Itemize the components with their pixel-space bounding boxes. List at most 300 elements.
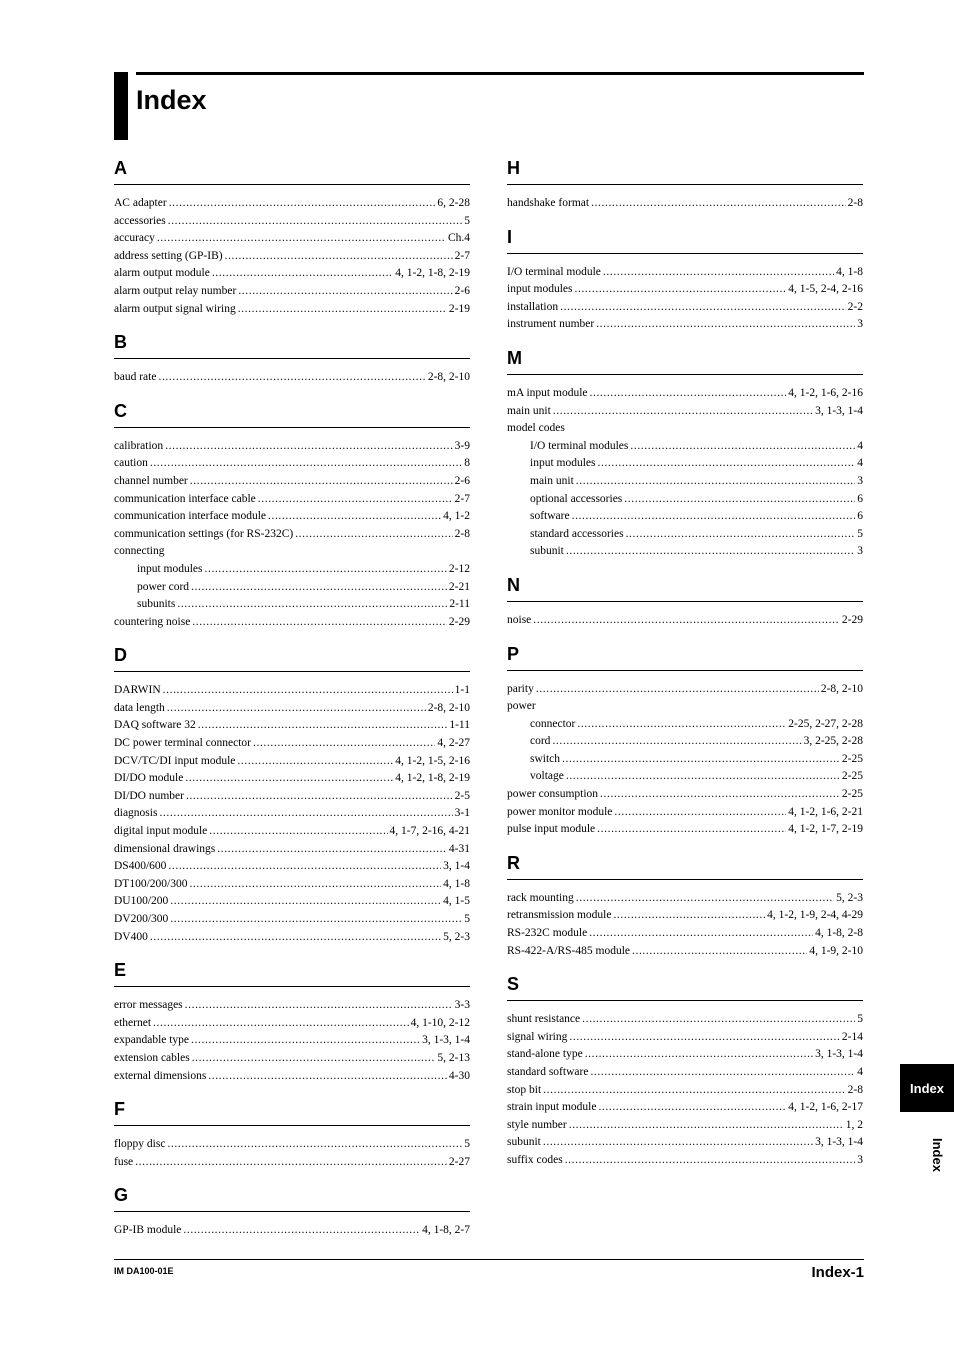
dot-leader (198, 717, 448, 735)
index-entry (114, 893, 470, 911)
dot-leader (598, 455, 856, 473)
dot-leader (191, 1032, 420, 1050)
entry-list (507, 602, 863, 640)
index-entry (507, 1082, 863, 1100)
entry-pages: 6, 2-28 (437, 197, 470, 209)
entry-term: connecting (114, 545, 165, 558)
entry-pages: 3 (857, 474, 863, 487)
index-section (114, 397, 470, 642)
index-entry (114, 682, 470, 700)
index-entry (114, 858, 470, 876)
title-marker-bar (114, 72, 128, 140)
entry-pages: 5 (464, 214, 470, 227)
dot-leader (168, 858, 441, 876)
entry-term: GP-IB module (114, 1224, 182, 1237)
dot-leader (258, 491, 453, 509)
entry-pages: 4, 1-2, 1-6, 2-21 (788, 805, 863, 818)
index-entry (114, 1050, 470, 1068)
dot-leader (576, 473, 855, 491)
section-letter: C (114, 397, 470, 428)
dot-leader (167, 700, 426, 718)
entry-term: DU100/200 (114, 895, 169, 908)
entry-term: mA input module (507, 386, 588, 399)
entry-pages: 2-25 (841, 752, 863, 765)
entry-term: I/O terminal module (507, 265, 601, 278)
dot-leader (135, 1154, 447, 1172)
entry-term: channel number (114, 474, 188, 487)
entry-pages: 2-8, 2-10 (427, 701, 470, 714)
entry-pages: 4, 1-2, 1-6, 2-16 (788, 386, 863, 399)
dot-leader (598, 1099, 786, 1117)
entry-term: data length (114, 701, 165, 714)
index-entry (507, 420, 863, 438)
page-title: Index (136, 85, 207, 115)
entry-term: power monitor module (507, 805, 613, 818)
entry-term: DC power terminal connector (114, 737, 251, 750)
entry-pages: 2-25 (841, 770, 863, 783)
dot-leader (536, 681, 819, 699)
dot-leader (150, 929, 441, 947)
dot-leader (238, 283, 452, 301)
index-entry (507, 804, 863, 822)
footer-rule (114, 1259, 864, 1260)
dot-leader (543, 1134, 813, 1152)
entry-term: standard accessories (530, 527, 624, 540)
index-section (507, 849, 863, 970)
entry-term: model codes (507, 422, 565, 435)
index-entry (507, 1099, 863, 1117)
dot-leader (552, 733, 801, 751)
index-entry (114, 735, 470, 753)
entry-term: main unit (507, 404, 551, 417)
section-letter: S (507, 970, 863, 1001)
entry-pages: 4, 1-2, 1-5, 2-16 (395, 754, 470, 767)
entry-pages: 2-27 (448, 1155, 470, 1168)
dot-leader (183, 1222, 420, 1240)
dot-leader (590, 1064, 855, 1082)
index-entry (114, 929, 470, 947)
entry-pages: 2-6 (454, 284, 470, 297)
dot-leader (569, 1029, 840, 1047)
entry-term: connector (530, 717, 576, 730)
entry-term: RS-422-A/RS-485 module (507, 944, 630, 957)
section-tab[interactable] (900, 1064, 954, 1112)
entry-pages: 3-9 (454, 439, 470, 452)
entry-pages: 5 (857, 1013, 863, 1026)
entry-term: power consumption (507, 788, 599, 801)
dot-leader (159, 805, 452, 823)
page-number: Index-1 (811, 1264, 864, 1281)
dot-leader (205, 561, 447, 579)
index-entry (114, 841, 470, 859)
entry-pages: 5 (857, 527, 863, 540)
entry-list (507, 185, 863, 223)
dot-leader (253, 735, 435, 753)
entry-pages: 8 (464, 457, 470, 470)
index-entry (114, 1222, 470, 1240)
dot-leader (158, 369, 425, 387)
dot-leader (585, 1046, 813, 1064)
index-entry (114, 614, 470, 632)
dot-leader (217, 841, 447, 859)
entry-term: baud rate (114, 371, 157, 384)
dot-leader (169, 195, 436, 213)
entry-pages: 2-25 (841, 788, 863, 801)
entry-pages: 5 (464, 1138, 470, 1151)
dot-leader (192, 614, 447, 632)
entry-term: handshake format (507, 197, 590, 209)
entry-term: pulse input module (507, 823, 596, 836)
entry-term: subunit (530, 545, 564, 558)
entry-term: alarm output module (114, 267, 210, 280)
entry-term: caution (114, 457, 148, 470)
entry-term: stand-alone type (507, 1048, 583, 1061)
index-entry (114, 770, 470, 788)
entry-term: communication interface module (114, 510, 266, 523)
dot-leader (268, 508, 441, 526)
entry-pages: 4, 1-5, 2-4, 2-16 (788, 283, 863, 296)
entry-term: digital input module (114, 825, 208, 838)
index-subentry (507, 733, 863, 751)
index-subentry (507, 716, 863, 734)
index-subentry (507, 491, 863, 509)
index-entry (114, 823, 470, 841)
dot-leader (185, 997, 453, 1015)
entry-pages: 1-1 (454, 684, 470, 697)
entry-pages: 2-2 (847, 300, 863, 313)
index-entry (114, 1154, 470, 1172)
entry-term: subunits (137, 598, 176, 611)
entry-term: switch (530, 752, 561, 765)
index-subentry (507, 455, 863, 473)
entry-list (114, 1212, 470, 1250)
entry-term: DV400 (114, 930, 148, 943)
entry-term: rack mounting (507, 891, 574, 904)
index-entry (507, 403, 863, 421)
entry-pages: 3 (857, 1153, 863, 1166)
dot-leader (560, 299, 846, 317)
dot-leader (212, 265, 393, 283)
index-entry (507, 1134, 863, 1152)
index-entry (507, 385, 863, 403)
dot-leader (295, 526, 452, 544)
dot-leader (624, 491, 855, 509)
index-subentry (114, 579, 470, 597)
entry-term: voltage (530, 770, 564, 783)
index-entry (114, 265, 470, 283)
index-subentry (114, 596, 470, 614)
entry-pages: 4, 1-8 (836, 265, 863, 278)
entry-pages: 2-29 (841, 613, 863, 626)
section-tab-label: Index (910, 1080, 944, 1096)
section-letter: M (507, 344, 863, 375)
dot-leader (613, 907, 765, 925)
index-entry (114, 526, 470, 544)
index-entry (114, 508, 470, 526)
entry-pages: 2-8 (847, 1083, 863, 1096)
entry-pages: 2-8 (454, 527, 470, 540)
index-entry (507, 907, 863, 925)
index-entry (507, 264, 863, 282)
dot-leader (163, 682, 453, 700)
entry-term: input modules (507, 283, 573, 296)
index-entry (507, 1152, 863, 1170)
entry-pages: 6 (857, 510, 863, 523)
index-subentry (507, 768, 863, 786)
index-entry (507, 1046, 863, 1064)
entry-pages: 2-8, 2-10 (427, 371, 470, 384)
index-entry (507, 1029, 863, 1047)
dot-leader (614, 804, 786, 822)
entry-term: power (507, 700, 536, 713)
index-entry (114, 301, 470, 319)
index-entry (507, 612, 863, 630)
entry-pages: 4, 1-5 (443, 895, 470, 908)
dot-leader (582, 1011, 855, 1029)
dot-leader (150, 455, 462, 473)
entry-term: signal wiring (507, 1030, 568, 1043)
entry-term: alarm output signal wiring (114, 302, 236, 315)
entry-term: I/O terminal modules (530, 439, 629, 452)
dot-leader (168, 213, 463, 231)
dot-leader (225, 248, 453, 266)
entry-pages: 3 (857, 318, 863, 331)
dot-leader (165, 438, 452, 456)
entry-pages: 4, 1-9, 2-10 (809, 944, 863, 957)
dot-leader (170, 893, 441, 911)
entry-term: diagnosis (114, 807, 158, 820)
entry-term: suffix codes (507, 1153, 563, 1166)
entry-pages: 4, 1-2, 1-6, 2-17 (788, 1101, 863, 1114)
dot-leader (209, 823, 387, 841)
index-entry (507, 1117, 863, 1135)
entry-pages: 1-11 (449, 719, 470, 732)
index-column-left (114, 154, 470, 1250)
index-section (114, 328, 470, 397)
dot-leader (562, 751, 840, 769)
entry-term: AC adapter (114, 197, 167, 209)
entry-list (114, 1126, 470, 1181)
index-subentry (507, 508, 863, 526)
document-code: IM DA100-01E (114, 1266, 174, 1276)
index-entry (507, 890, 863, 908)
entry-term: DT100/200/300 (114, 877, 188, 890)
entry-term: error messages (114, 999, 183, 1012)
index-entry (507, 281, 863, 299)
dot-leader (576, 890, 834, 908)
dot-leader (177, 596, 447, 614)
index-entry (507, 195, 863, 213)
entry-pages: 2-7 (454, 249, 470, 262)
index-subentry (507, 543, 863, 561)
entry-term: software (530, 510, 570, 523)
entry-term: standard software (507, 1066, 589, 1078)
index-entry (114, 911, 470, 929)
index-entry (114, 876, 470, 894)
entry-pages: 2-7 (454, 492, 470, 505)
entry-term: RS-232C module (507, 927, 588, 940)
dot-leader (566, 543, 855, 561)
entry-term: input modules (530, 457, 596, 470)
entry-pages: 5, 2-3 (443, 930, 470, 943)
entry-pages: 3, 1-3, 1-4 (815, 404, 863, 417)
dot-leader (596, 316, 855, 334)
entry-pages: 2-12 (448, 562, 470, 575)
dot-leader (189, 876, 441, 894)
entry-term: noise (507, 613, 532, 626)
dot-leader (600, 786, 840, 804)
entry-pages: 4 (857, 457, 863, 470)
dot-leader (237, 753, 393, 771)
entry-pages: 2-6 (454, 474, 470, 487)
entry-term: subunit (507, 1136, 541, 1149)
index-section (114, 154, 470, 328)
entry-pages: 4, 1-8, 2-8 (815, 927, 863, 940)
entry-list (114, 185, 470, 328)
index-entry (114, 455, 470, 473)
index-entry (114, 997, 470, 1015)
entry-pages: 4, 1-2, 1-9, 2-4, 4-29 (767, 909, 863, 922)
entry-term: power cord (137, 580, 190, 593)
entry-term: fuse (114, 1155, 134, 1168)
entry-pages: 4, 1-8 (443, 877, 470, 890)
section-letter: A (114, 154, 470, 185)
dot-leader (533, 612, 840, 630)
index-entry (114, 717, 470, 735)
entry-term: external dimensions (114, 1069, 207, 1082)
entry-term: countering noise (114, 615, 191, 628)
index-section (507, 344, 863, 571)
entry-list (507, 254, 863, 344)
entry-list (507, 671, 863, 849)
entry-term: style number (507, 1118, 567, 1131)
dot-leader (157, 230, 446, 248)
entry-pages: 4-31 (448, 842, 470, 855)
dot-leader (208, 1068, 447, 1086)
entry-pages: 3, 2-25, 2-28 (803, 735, 863, 748)
entry-pages: 2-29 (448, 615, 470, 628)
index-entry (114, 195, 470, 213)
index-entry (114, 491, 470, 509)
entry-pages: 3-3 (454, 999, 470, 1012)
index-section (114, 956, 470, 1095)
entry-list (114, 987, 470, 1095)
entry-pages: 3-1 (454, 807, 470, 820)
section-tab-vertical-label: Index (930, 1138, 945, 1172)
entry-pages: 5, 2-3 (836, 891, 863, 904)
index-section (507, 154, 863, 223)
entry-pages: 2-19 (448, 302, 470, 315)
index-entry (114, 369, 470, 387)
dot-leader (632, 943, 807, 961)
entry-term: optional accessories (530, 492, 623, 505)
index-section (114, 641, 470, 956)
entry-pages: 2-8, 2-10 (820, 682, 863, 695)
entry-list (114, 428, 470, 642)
entry-term: ethernet (114, 1016, 152, 1029)
index-entry (114, 1032, 470, 1050)
entry-pages: 2-11 (449, 598, 470, 611)
entry-pages: 3, 1-3, 1-4 (815, 1136, 863, 1149)
section-letter: D (114, 641, 470, 672)
entry-pages: 4, 2-27 (437, 737, 470, 750)
entry-term: alarm output relay number (114, 284, 237, 297)
entry-term: retransmission module (507, 909, 612, 922)
entry-list (507, 880, 863, 970)
entry-term: dimensional drawings (114, 842, 216, 855)
entry-term: DI/DO module (114, 772, 184, 785)
entry-pages: 6 (857, 492, 863, 505)
entry-term: input modules (137, 562, 203, 575)
dot-leader (238, 301, 447, 319)
entry-term: parity (507, 682, 534, 695)
section-letter: B (114, 328, 470, 359)
entry-list (507, 1001, 863, 1179)
index-entry (507, 1064, 863, 1082)
entry-term: installation (507, 300, 559, 313)
entry-list (114, 672, 470, 956)
index-entry (507, 698, 863, 716)
entry-pages: 4 (857, 439, 863, 452)
dot-leader (543, 1082, 845, 1100)
index-entry (507, 786, 863, 804)
entry-pages: 2-8 (847, 197, 863, 209)
dot-leader (553, 403, 813, 421)
entry-term: cord (530, 735, 551, 748)
entry-term: communication interface cable (114, 492, 256, 505)
entry-list (507, 375, 863, 571)
index-entry (114, 805, 470, 823)
entry-pages: 4, 1-10, 2-12 (410, 1016, 470, 1029)
entry-pages: 4, 1-2 (443, 510, 470, 523)
dot-leader (153, 1015, 409, 1033)
index-subentry (114, 561, 470, 579)
entry-term: DAQ software 32 (114, 719, 196, 732)
entry-pages: 4, 1-2, 1-7, 2-19 (788, 823, 863, 836)
dot-leader (630, 438, 855, 456)
dot-leader (192, 1050, 436, 1068)
index-subentry (507, 751, 863, 769)
index-entry (114, 248, 470, 266)
index-entry (114, 753, 470, 771)
section-letter: I (507, 223, 863, 254)
index-entry (114, 473, 470, 491)
entry-term: extension cables (114, 1051, 190, 1064)
entry-pages: 4, 1-8, 2-7 (422, 1224, 470, 1237)
entry-pages: 4 (857, 1066, 863, 1078)
entry-pages: 2-14 (841, 1030, 863, 1043)
entry-pages: 5, 2-13 (437, 1051, 470, 1064)
index-entry (507, 681, 863, 699)
section-letter: P (507, 640, 863, 671)
index-entry (114, 700, 470, 718)
dot-leader (603, 264, 834, 282)
dot-leader (191, 579, 447, 597)
entry-pages: 3, 1-3, 1-4 (422, 1034, 470, 1047)
index-section (114, 1095, 470, 1181)
dot-leader (190, 473, 453, 491)
section-letter: F (114, 1095, 470, 1126)
section-letter: G (114, 1181, 470, 1212)
entry-term: address setting (GP-IB) (114, 249, 223, 262)
entry-pages: 3 (857, 545, 863, 558)
dot-leader (565, 1152, 856, 1170)
index-subentry (507, 438, 863, 456)
entry-term: accessories (114, 214, 166, 227)
index-entry (114, 230, 470, 248)
entry-list (114, 359, 470, 397)
index-entry (507, 1011, 863, 1029)
